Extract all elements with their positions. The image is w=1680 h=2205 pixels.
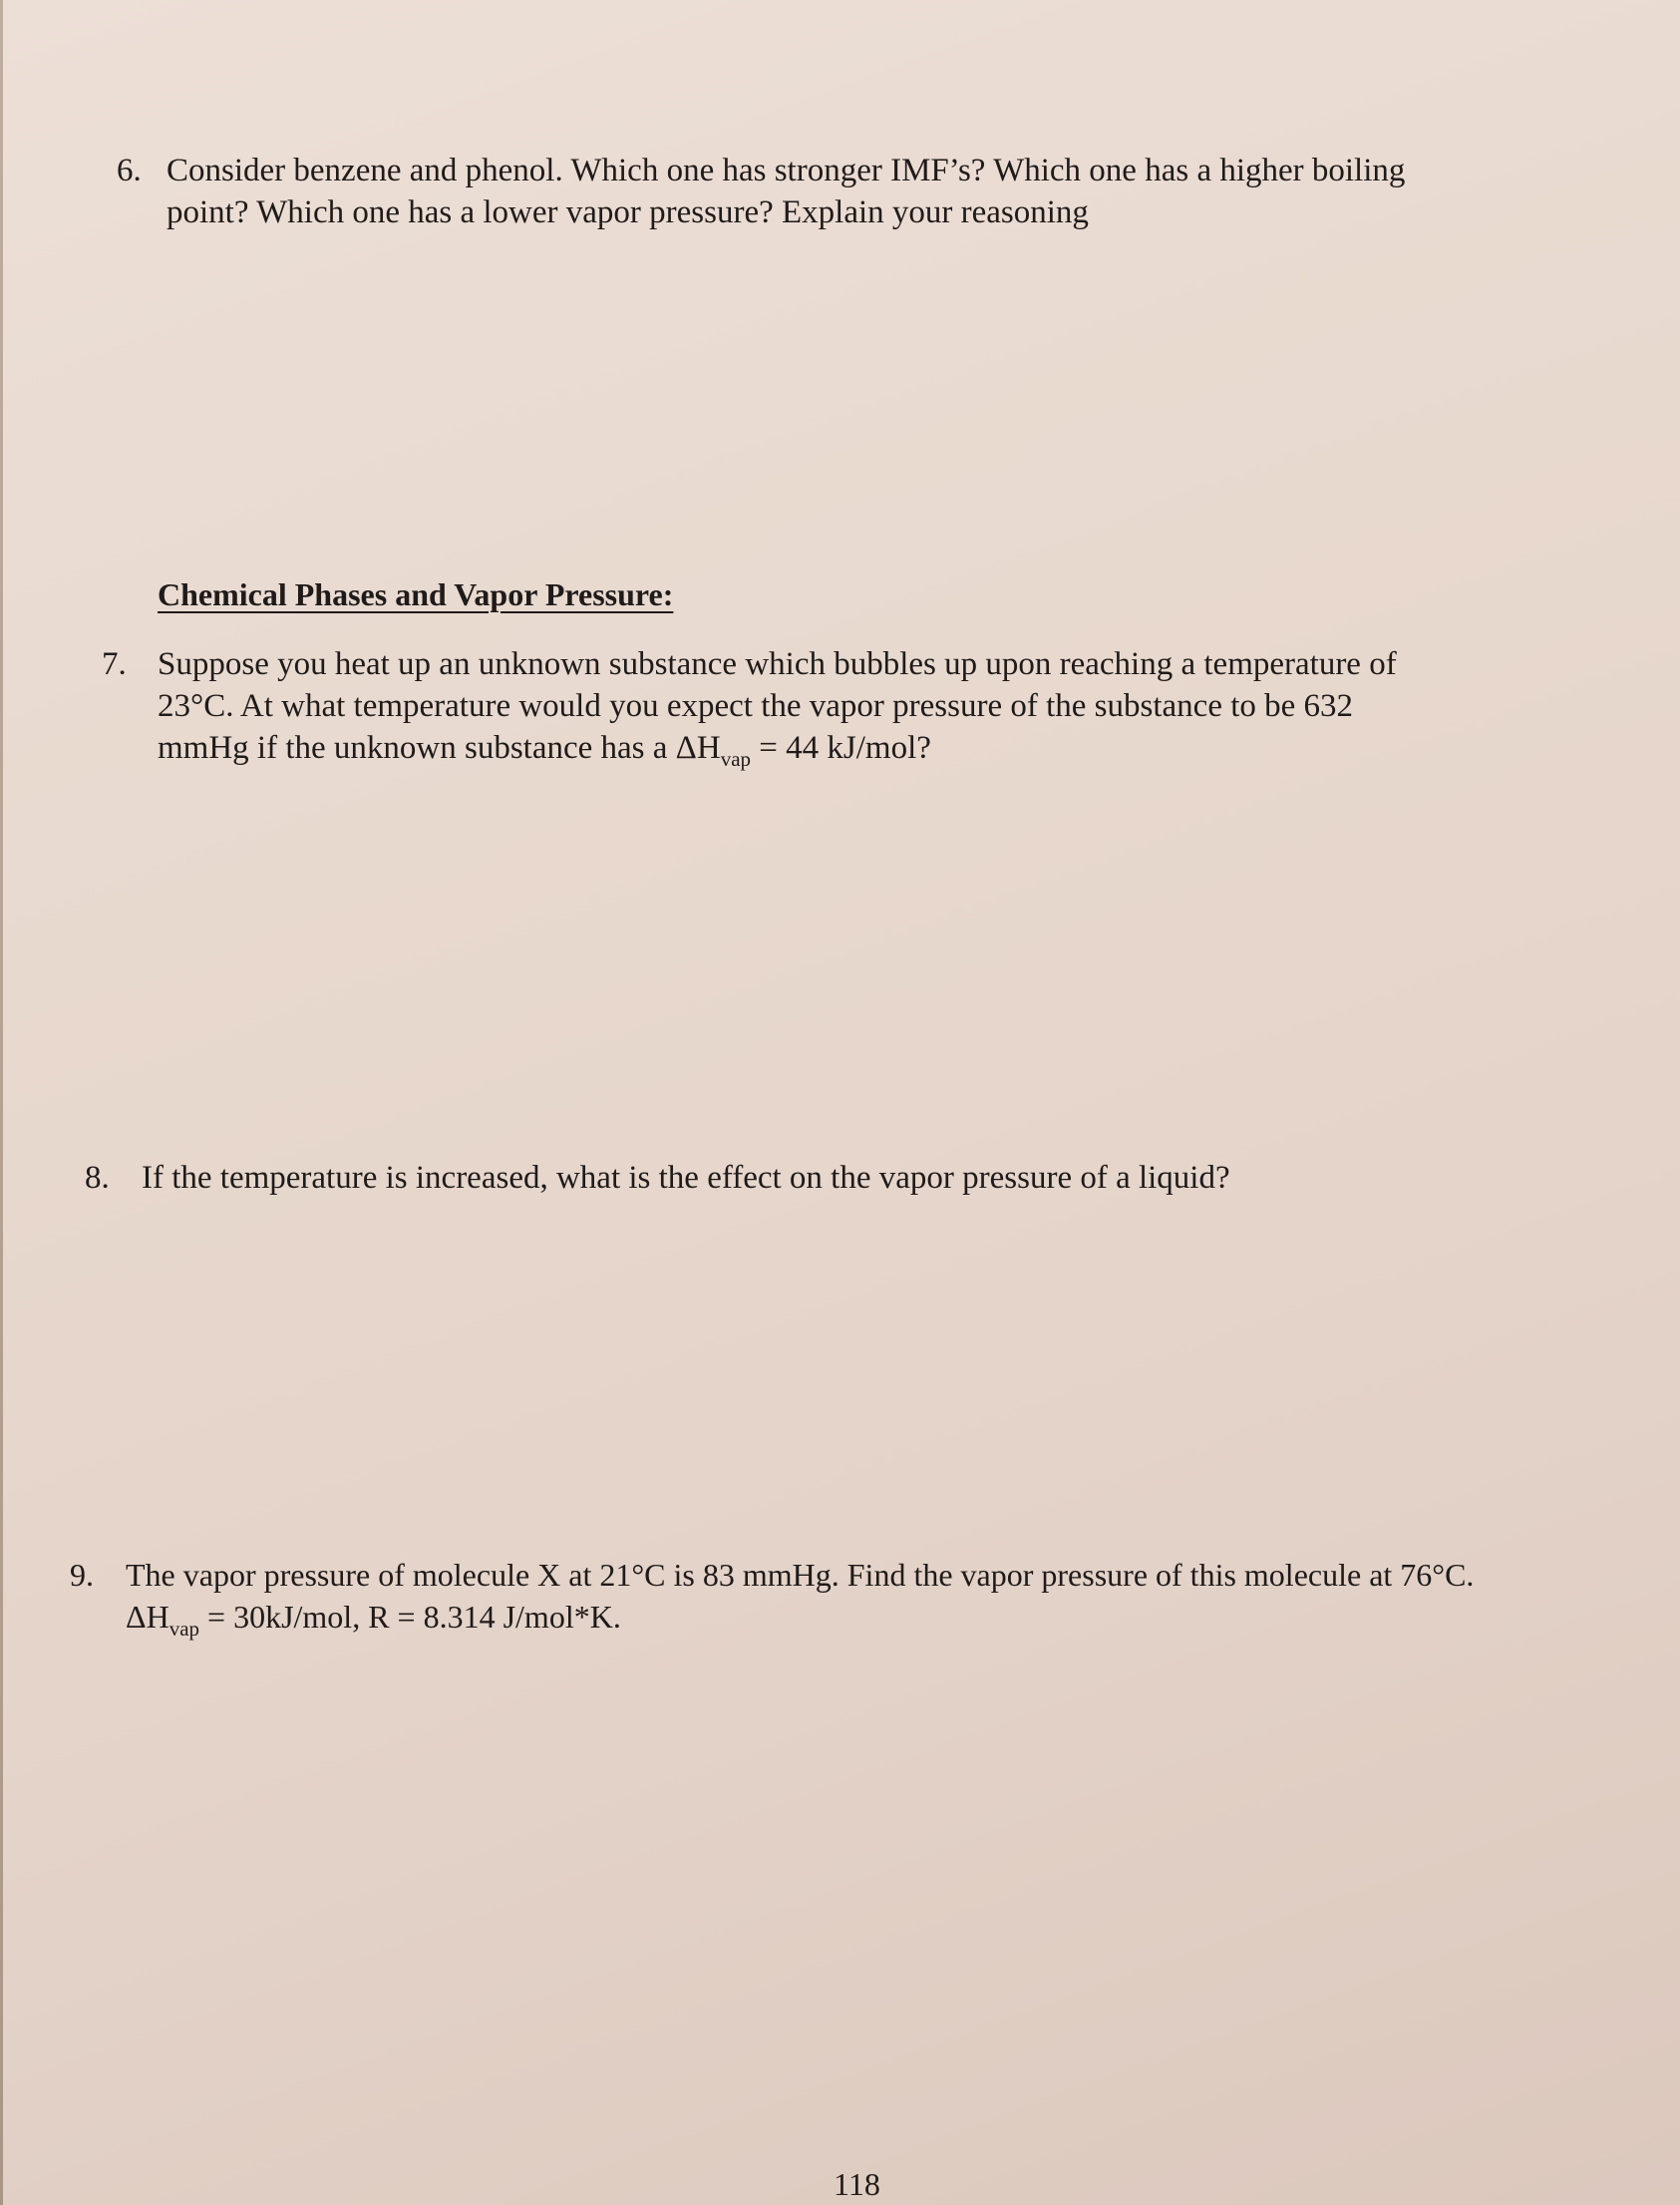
- question-9-number: 9.: [70, 1557, 94, 1593]
- question-8-number: 8.: [85, 1160, 110, 1196]
- question-7-line-2: 23°C. At what temperature would you expect the vapor pressure of the substance to be 632: [158, 688, 1354, 724]
- question-9-vap-subscript: vap: [168, 1617, 200, 1641]
- question-7-line-1: Suppose you heat up an unknown substance which bubbles up upon reaching a temperature of: [158, 646, 1397, 682]
- question-8-line-1: If the temperature is increased, what is the effect on the vapor pressure of a liquid?: [142, 1160, 1230, 1196]
- question-9-line-2-post: = 30kJ/mol, R = 8.314 J/mol*K.: [199, 1599, 621, 1635]
- question-7-vap-subscript: vap: [720, 747, 752, 771]
- question-8-text: [142, 1157, 1230, 1199]
- question-9-text: [126, 1554, 1474, 1642]
- question-7-text: [158, 643, 1397, 772]
- question-9-line-2-pre: ΔH: [126, 1599, 169, 1635]
- question-7-number: 7.: [102, 646, 127, 682]
- question-6-number: 6.: [117, 153, 142, 188]
- question-9-line-1: The vapor pressure of molecule X at 21°C is 83 mmHg. Find the vapor pressure of this molecule at 76°C.: [126, 1557, 1475, 1593]
- question-7-line-3-post: = 44 kJ/mol?: [751, 730, 931, 766]
- page-number: 118: [834, 2166, 880, 2202]
- page-edge: [0, 0, 3, 2205]
- question-6-line-2: point? Which one has a lower vapor pressure? Explain your reasoning: [167, 194, 1089, 230]
- question-7-line-3-pre: mmHg if the unknown substance has a ΔH: [158, 730, 721, 766]
- question-9-line-2: [126, 1596, 1474, 1642]
- question-7-line-3: [158, 727, 1397, 772]
- question-6-line-1: Consider benzene and phenol. Which one has stronger IMF’s? Which one has a higher boiling: [167, 153, 1406, 188]
- question-6-text: [167, 150, 1405, 233]
- section-heading: Chemical Phases and Vapor Pressure:: [158, 576, 674, 612]
